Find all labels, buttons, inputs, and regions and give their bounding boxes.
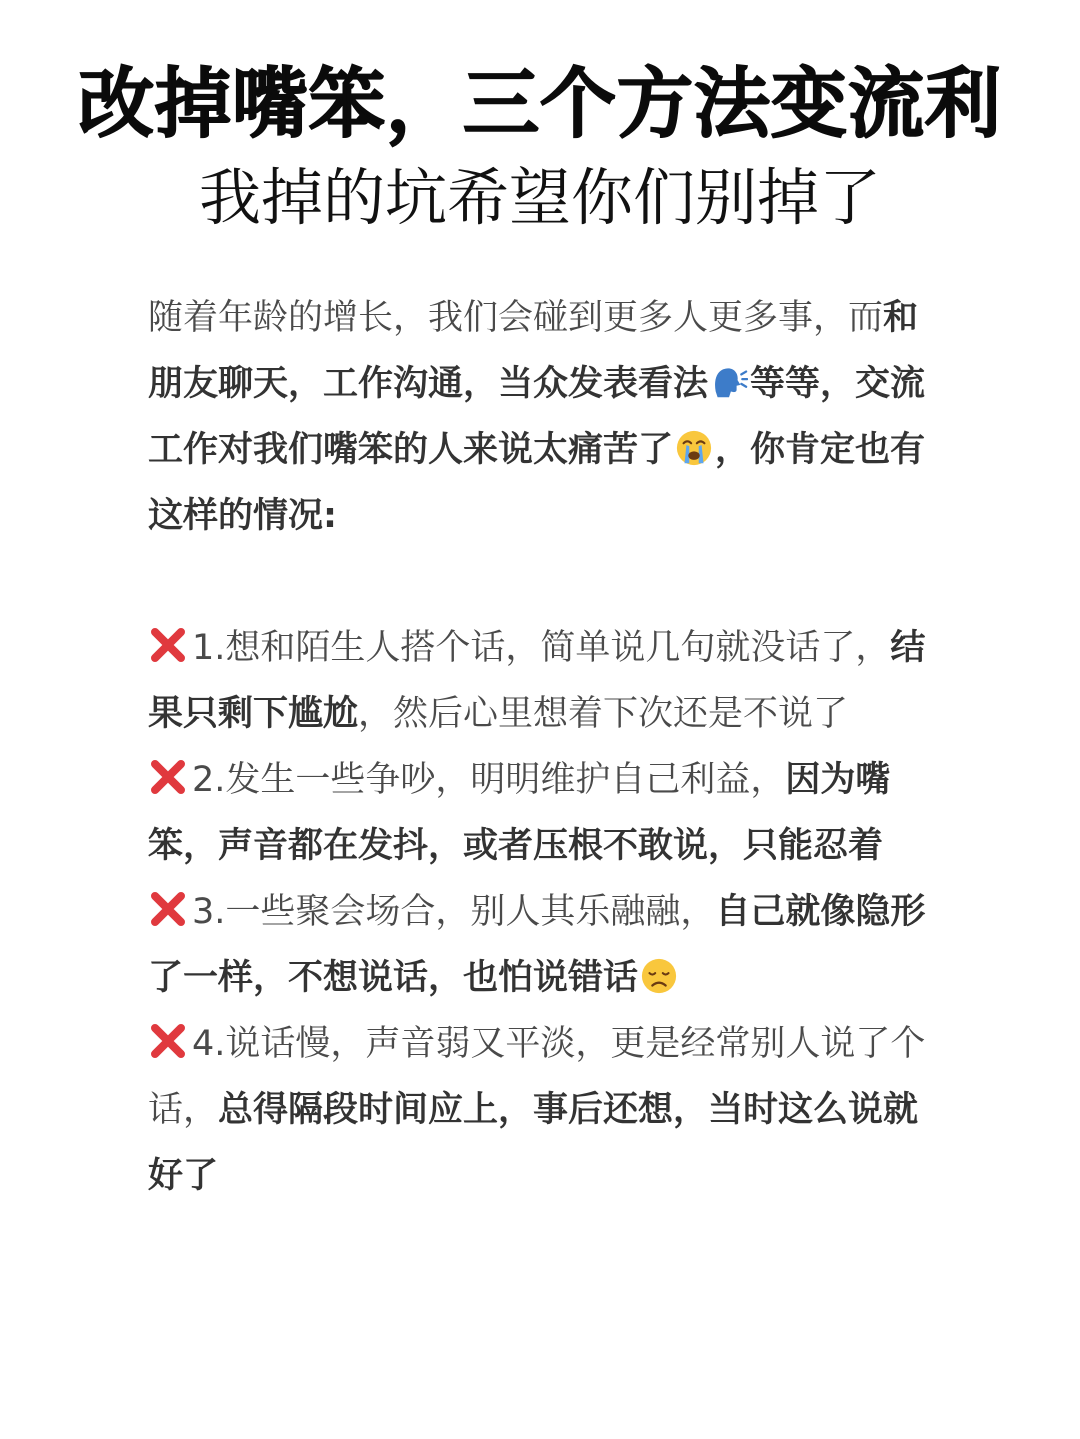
intro-bold-2: 等等，交流工作对我们嘴笨的人来说太痛苦了 [148,364,926,470]
page-title: 改掉嘴笨，三个方法变流利 [78,59,1002,148]
item-text: 2.发生一些争吵，明明维护自己利益， [192,760,786,800]
item-text-2: ，然后心里想着下次还是不说了 [358,694,849,734]
cross-mark-icon [148,757,188,797]
item-text: 3.一些聚会场合，别人其乐融融， [192,892,716,932]
disappointed-face-icon [640,957,678,995]
cross-mark-icon [148,1021,188,1061]
intro-paragraph [148,285,948,549]
item-bold: 自己就像隐形了一样，不想说话，也怕说错话 [148,892,926,998]
speaking-head-icon [710,363,748,401]
list-item [148,747,948,879]
article-body [148,285,948,1209]
cross-mark-icon [148,625,188,665]
item-text: 4.说话慢，声音弱又平淡，更是经常别人说了个话， [148,1024,926,1130]
header [0,58,1080,238]
item-text: 1.想和陌生人搭个话，简单说几句就没话了， [192,628,891,668]
intro-text: 随着年龄的增长，我们会碰到更多人更多事，而 [148,298,884,338]
intro-bold-3: ，你肯定也有这样的情况: [148,430,926,536]
item-bold: 因为嘴笨，声音都在发抖，或者压根不敢说，只能忍着 [148,760,891,866]
list-item [148,879,948,1011]
page-subtitle: 我掉的坑希望你们别掉了 [198,161,881,234]
list-item [148,1011,948,1209]
crying-face-icon [675,429,713,467]
cross-mark-icon [148,889,188,929]
item-bold: 结果只剩下尴尬 [148,628,926,734]
intro-bold-1: 和朋友聊天，工作沟通，当众发表看法 [148,298,919,404]
item-bold: 总得隔段时间应上，事后还想，当时这么说就好了 [148,1090,919,1196]
list-item [148,615,948,747]
